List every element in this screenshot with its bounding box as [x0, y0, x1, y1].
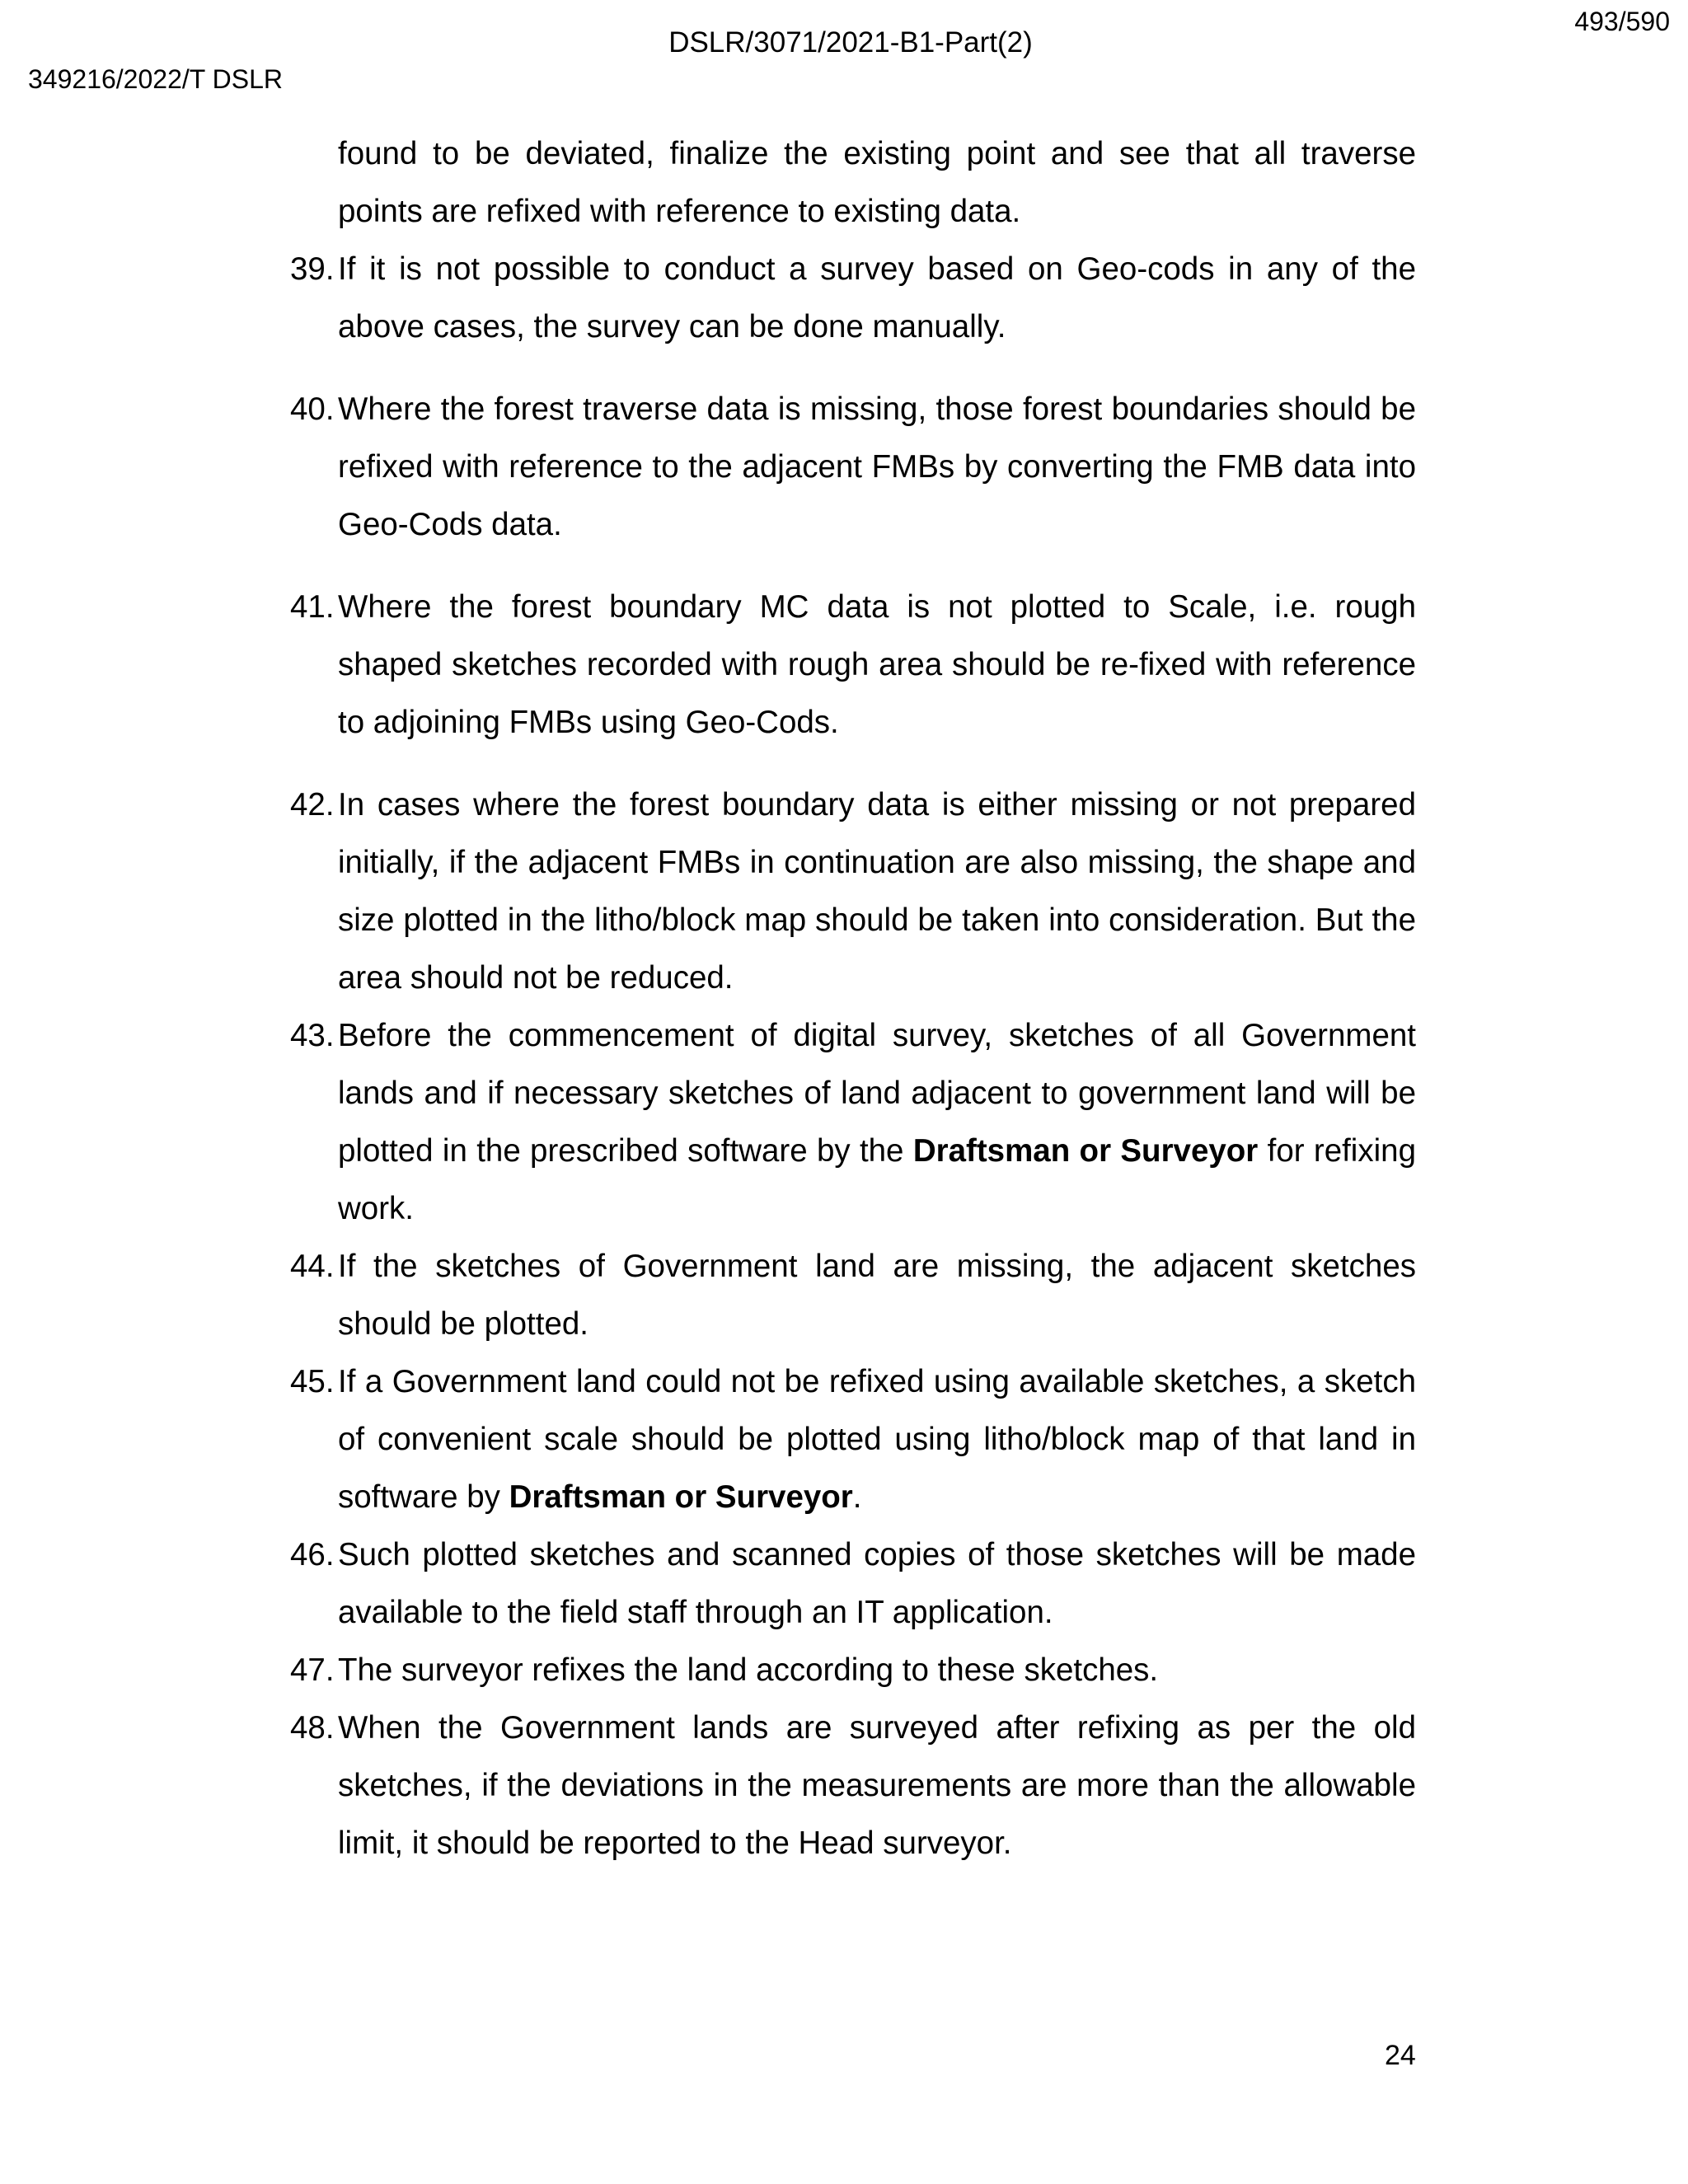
- list-item-44: [290, 1238, 1416, 1353]
- list-item-39: [290, 241, 1416, 356]
- item-number: 40.: [290, 391, 335, 427]
- item-text: The surveyor refixes the land according to these sketches.: [338, 1652, 1159, 1688]
- item-text: Such plotted sketches and scanned copies of those sketches will be made available to the field staff through an IT application.: [338, 1537, 1416, 1630]
- list-item-45: [290, 1353, 1416, 1526]
- item-number: 45.: [290, 1364, 335, 1399]
- page-number: 24: [1385, 2040, 1416, 2071]
- list-item-46: [290, 1526, 1416, 1642]
- item-number: 46.: [290, 1537, 335, 1572]
- list-item-41: [290, 579, 1416, 752]
- item-text: When the Government lands are surveyed after refixing as per the old sketches, if the deviations in the measurements are more than the allowable limit, it should be reported to the Head surveyor.: [338, 1710, 1416, 1861]
- item-number: 44.: [290, 1249, 335, 1284]
- item-text: If it is not possible to conduct a survey based on Geo-cods in any of the above cases, the survey can be done manually.: [338, 251, 1416, 344]
- item-number: 42.: [290, 787, 335, 823]
- item-number: 48.: [290, 1710, 335, 1746]
- paragraph-continued: [290, 125, 1416, 241]
- list-item-48: [290, 1699, 1416, 1872]
- item-text-bold: Draftsman or Surveyor: [912, 1133, 1259, 1169]
- list-item-43: [290, 1007, 1416, 1238]
- item-text: Where the forest traverse data is missing, those forest boundaries should be refixed with reference to the adjacent FMBs by converting the FMB data into Geo-Cods data.: [338, 391, 1416, 542]
- list-item-42: [290, 776, 1416, 1007]
- document-reference: DSLR/3071/2021-B1-Part(2): [668, 26, 1033, 59]
- list-item-47: [290, 1642, 1416, 1699]
- item-number: 43.: [290, 1018, 335, 1053]
- document-body: [290, 125, 1416, 1872]
- paragraph-text: found to be deviated, finalize the existing point and see that all traverse points are refixed with reference to existing data.: [338, 136, 1416, 229]
- item-text: for refixing work.: [338, 1133, 1416, 1226]
- item-text: In cases where the forest boundary data is either missing or not prepared initially, if the adjacent FMBs in continuation are also missing, the shape and size plotted in the litho/block map should be taken into consideration. But the area should not be reduced.: [338, 787, 1416, 996]
- item-number: 47.: [290, 1652, 335, 1688]
- item-text: .: [852, 1479, 862, 1515]
- list-item-40: [290, 381, 1416, 554]
- item-text: Before the commencement of digital survey, sketches of all Government lands and if necessary sketches of land adjacent to government land will be plotted in the prescribed software by the: [338, 1018, 1416, 1169]
- item-text: If the sketches of Government land are missing, the adjacent sketches should be plotted.: [338, 1249, 1416, 1342]
- item-text-bold: Draftsman or Surveyor: [509, 1479, 853, 1515]
- item-number: 39.: [290, 251, 335, 287]
- item-text: Where the forest boundary MC data is not plotted to Scale, i.e. rough shaped sketches recorded with rough area should be re-fixed with reference to adjoining FMBs using Geo-Cods.: [338, 589, 1416, 740]
- item-text: If a Government land could not be refixed using available sketches, a sketch of convenient scale should be plotted using litho/block map of that land in software by: [338, 1364, 1416, 1515]
- page-count: 493/590: [1574, 7, 1670, 36]
- file-id: 349216/2022/T DSLR: [28, 64, 283, 94]
- item-number: 41.: [290, 589, 335, 625]
